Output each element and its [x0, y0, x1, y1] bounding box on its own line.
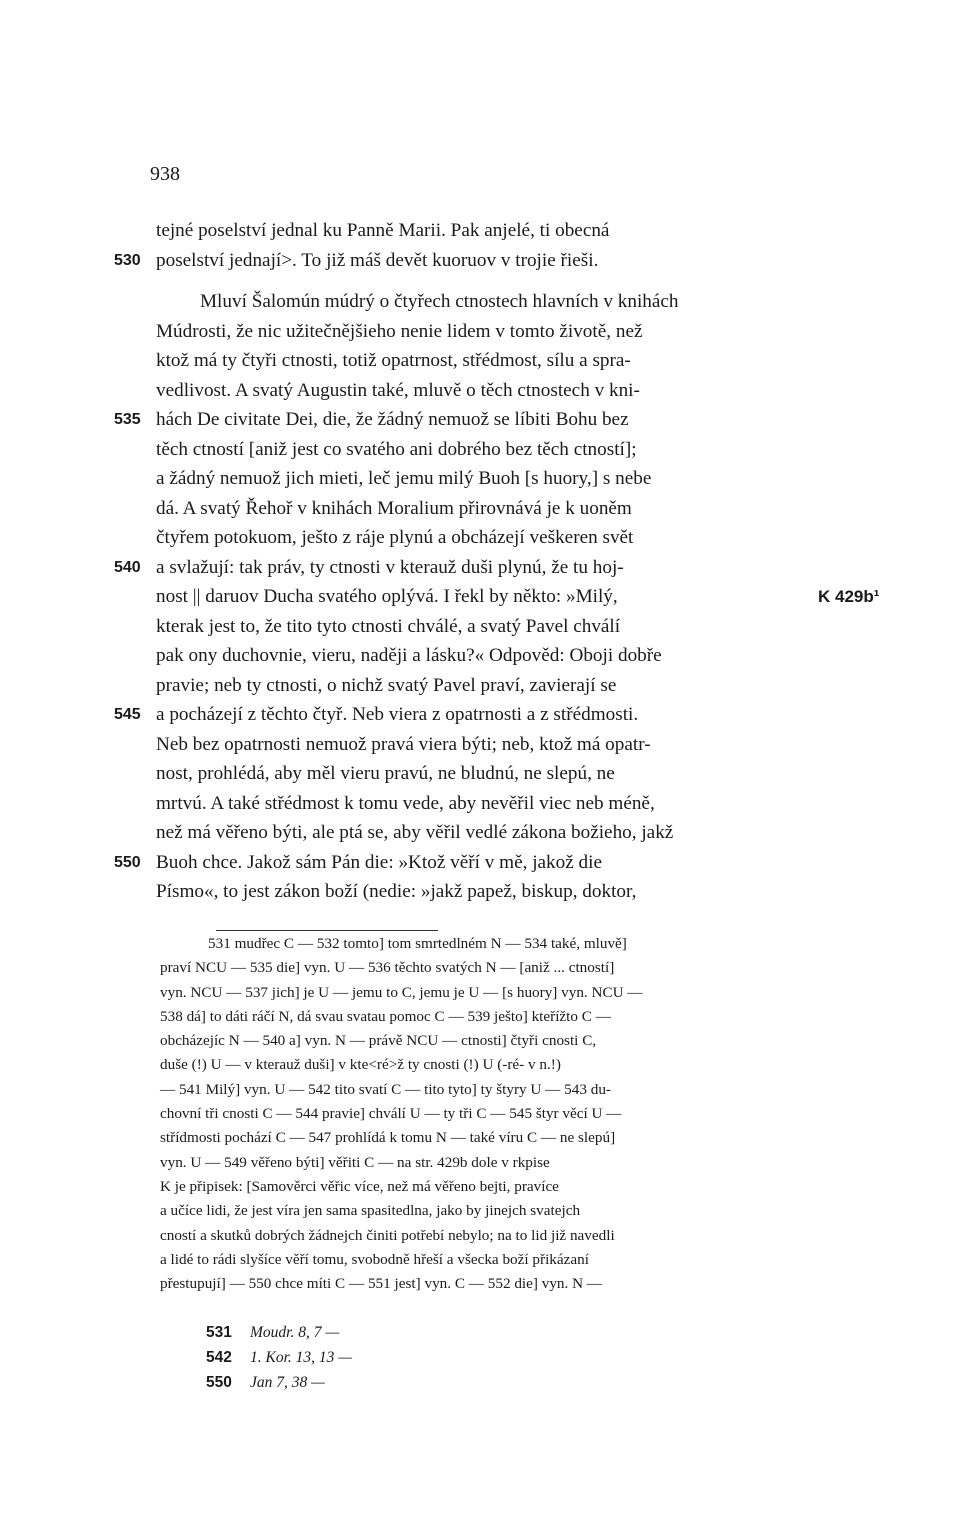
- text-line: [0, 848, 960, 878]
- line-text: tejné poselství jednal ku Panně Marii. Pak anjelé, ti obecná: [156, 220, 610, 241]
- apparatus-line: [0, 1053, 960, 1077]
- text-line: [0, 494, 960, 524]
- reference-line-number: 531: [206, 1324, 232, 1341]
- apparatus-line: [0, 1102, 960, 1126]
- text-line: [0, 582, 960, 612]
- reference-line: [0, 1345, 960, 1370]
- line-text: nost, prohlédá, aby měl vieru pravú, ne bludnú, ne slepú, ne: [156, 763, 615, 784]
- apparatus-line: [0, 1248, 960, 1272]
- text-line: [0, 376, 960, 406]
- apparatus-text: 538 dá] to dáti ráčí N, dá svau svatau pomoc C — 539 ješto] kteřížto C —: [160, 1007, 611, 1025]
- line-text: pak ony duchovnie, vieru, naději a lásku?« Odpověd: Oboji dobře: [156, 645, 662, 666]
- apparatus-text: vyn. NCU — 537 jich] je U — jemu to C, jemu je U — [s huory] vyn. NCU —: [160, 983, 643, 1001]
- line-text: než má věřeno býti, ale ptá se, aby věřil vedlé zákona božieho, jakž: [156, 822, 674, 843]
- reference-line-number: 550: [206, 1374, 232, 1391]
- line-text: vedlivost. A svatý Augustin také, mluvě o těch ctnostech v kni-: [156, 379, 640, 401]
- line-text: a žádný nemuož jich mieti, leč jemu milý Buoh [s huory,] s nebe: [156, 468, 652, 489]
- apparatus-line: [0, 956, 960, 980]
- apparatus-line: [0, 1005, 960, 1029]
- line-text: hách De civitate Dei, die, že žádný nemuož se líbiti Bohu bez: [156, 409, 629, 430]
- line-text: mrtvú. A také střédmost k tomu vede, aby nevěřil viec neb méně,: [156, 792, 655, 814]
- line-text: poselství jednají>. To již máš devět kuoruov v trojie řieši.: [156, 249, 599, 271]
- apparatus-text: a učíce lidi, že jest víra jen sama spasitedlna, jako by jinejch svatejch: [160, 1202, 581, 1220]
- line-number: 550: [114, 853, 141, 871]
- text-line: [0, 317, 960, 347]
- manuscript-folio-note: K 429b¹: [818, 587, 880, 606]
- apparatus-line: [0, 932, 960, 956]
- line-text: těch ctností [aniž jest co svatého ani dobrého bez těch ctností];: [156, 438, 637, 460]
- text-line: [0, 523, 960, 553]
- apparatus-line: [0, 1078, 960, 1102]
- line-number: 535: [114, 411, 141, 428]
- text-line: [0, 246, 960, 276]
- text-line: [0, 641, 960, 671]
- text-line: [0, 818, 960, 848]
- critical-apparatus: [0, 932, 960, 1296]
- text-line: [0, 730, 960, 760]
- line-text: Múdrosti, že nic užitečnějšieho nenie lidem v tomto životě, než: [156, 320, 643, 342]
- page-number: 938: [150, 163, 180, 185]
- line-text: pravie; neb ty ctnosti, o nichž svatý Pavel praví, zavierají se: [156, 674, 617, 696]
- apparatus-line: [0, 1224, 960, 1248]
- line-text: Písmo«, to jest zákon boží (nedie: »jakž papež, biskup, doktor,: [156, 881, 637, 902]
- reference-text: 1. Kor. 13, 13 —: [250, 1349, 353, 1366]
- line-text: Buoh chce. Jakož sám Pán die: »Ktož věří v mě, jakož die: [156, 851, 602, 873]
- paragraph-gap: [0, 275, 960, 287]
- text-line: [0, 877, 960, 907]
- apparatus-line: [0, 1029, 960, 1053]
- apparatus-line: [0, 1272, 960, 1296]
- footnote-rule: [216, 930, 438, 931]
- text-line: [0, 346, 960, 376]
- main-text: [0, 216, 960, 907]
- apparatus-text: K je připisek: [Samověrci věřic více, než má věřeno bejti, pravíce: [160, 1177, 559, 1195]
- text-line: [0, 671, 960, 701]
- line-text: nost || daruov Ducha svatého oplývá. I řekl by někto: »Milý,: [156, 586, 618, 607]
- text-line: [0, 216, 960, 246]
- line-text: Mluví Šalomún múdrý o čtyřech ctnostech hlavních v knihách: [200, 291, 679, 312]
- text-line: [0, 553, 960, 583]
- apparatus-text: střídmosti pochází C — 547 prohlídá k tomu N — také víru C — ne slepú]: [160, 1129, 616, 1147]
- reference-line: [0, 1320, 960, 1345]
- text-line: [0, 464, 960, 494]
- line-text: dá. A svatý Řehoř v knihách Moralium přirovnává je k uoněm: [156, 497, 632, 519]
- reference-text: Jan 7, 38 —: [250, 1374, 325, 1391]
- apparatus-text: 531 mudřec C — 532 tomto] tom smrtedlném N — 534 také, mluvě]: [208, 935, 627, 952]
- apparatus-line: [0, 1199, 960, 1223]
- line-text: a pocházejí z těchto čtyř. Neb viera z opatrnosti a z střédmosti.: [156, 704, 639, 725]
- apparatus-text: přestupují] — 550 chce míti C — 551 jest] vyn. C — 552 die] vyn. N —: [160, 1275, 603, 1293]
- scripture-references: [0, 1320, 960, 1395]
- apparatus-line: [0, 1151, 960, 1175]
- line-number: 530: [114, 251, 141, 269]
- apparatus-text: cností a skutků dobrých žádnejch činiti potřebí nebylo; na to lid již navedli: [160, 1226, 615, 1244]
- apparatus-line: [0, 1175, 960, 1199]
- reference-line-number: 542: [206, 1349, 232, 1366]
- apparatus-line: [0, 1126, 960, 1150]
- line-text: ktož má ty čtyři ctnosti, totiž opatrnost, střédmost, sílu a spra-: [156, 350, 631, 371]
- line-text: kterak jest to, že tito tyto ctnosti chválé, a svatý Pavel chválí: [156, 615, 621, 637]
- line-text: Neb bez opatrnosti nemuož pravá viera býti; neb, ktož má opatr-: [156, 733, 651, 755]
- apparatus-line: [0, 981, 960, 1005]
- reference-text: Moudr. 8, 7 —: [250, 1324, 340, 1341]
- text-line: [0, 700, 960, 730]
- text-line: [0, 612, 960, 642]
- apparatus-text: praví NCU — 535 die] vyn. U — 536 těchto svatých N — [aniž ... ctností]: [160, 959, 615, 977]
- line-text: čtyřem potokuom, ješto z ráje plynú a obcházejí veškeren svět: [156, 527, 634, 548]
- apparatus-text: — 541 Milý] vyn. U — 542 tito svatí C — tito tyto] ty štyry U — 543 du-: [160, 1080, 611, 1098]
- text-line: [0, 435, 960, 465]
- apparatus-text: a lidé to rádi slyšíce věří tomu, svobodně hřeší a všecka boží přikázaní: [160, 1250, 589, 1268]
- text-line: [0, 287, 960, 317]
- reference-line: [0, 1370, 960, 1395]
- line-number: 540: [114, 558, 141, 576]
- text-line: [0, 759, 960, 789]
- apparatus-text: chovní tři cnosti C — 544 pravie] chválí U — ty tři C — 545 štyr věcí U —: [160, 1105, 622, 1123]
- text-line: [0, 405, 960, 435]
- line-text: a svlažují: tak práv, ty ctnosti v kterauž duši plynú, že tu hoj-: [156, 556, 624, 578]
- apparatus-text: vyn. U — 549 věřeno býti] věřiti C — na str. 429b dole v rkpise: [160, 1153, 550, 1171]
- apparatus-text: duše (!) U — v kterauž duši] v kte<ré>ž ty cnosti (!) U (-ré- v n.!): [160, 1056, 561, 1074]
- text-line: [0, 789, 960, 819]
- line-number: 545: [114, 706, 141, 723]
- apparatus-text: obcházejíc N — 540 a] vyn. N — právě NCU — ctnosti] čtyři cnosti C,: [160, 1032, 597, 1050]
